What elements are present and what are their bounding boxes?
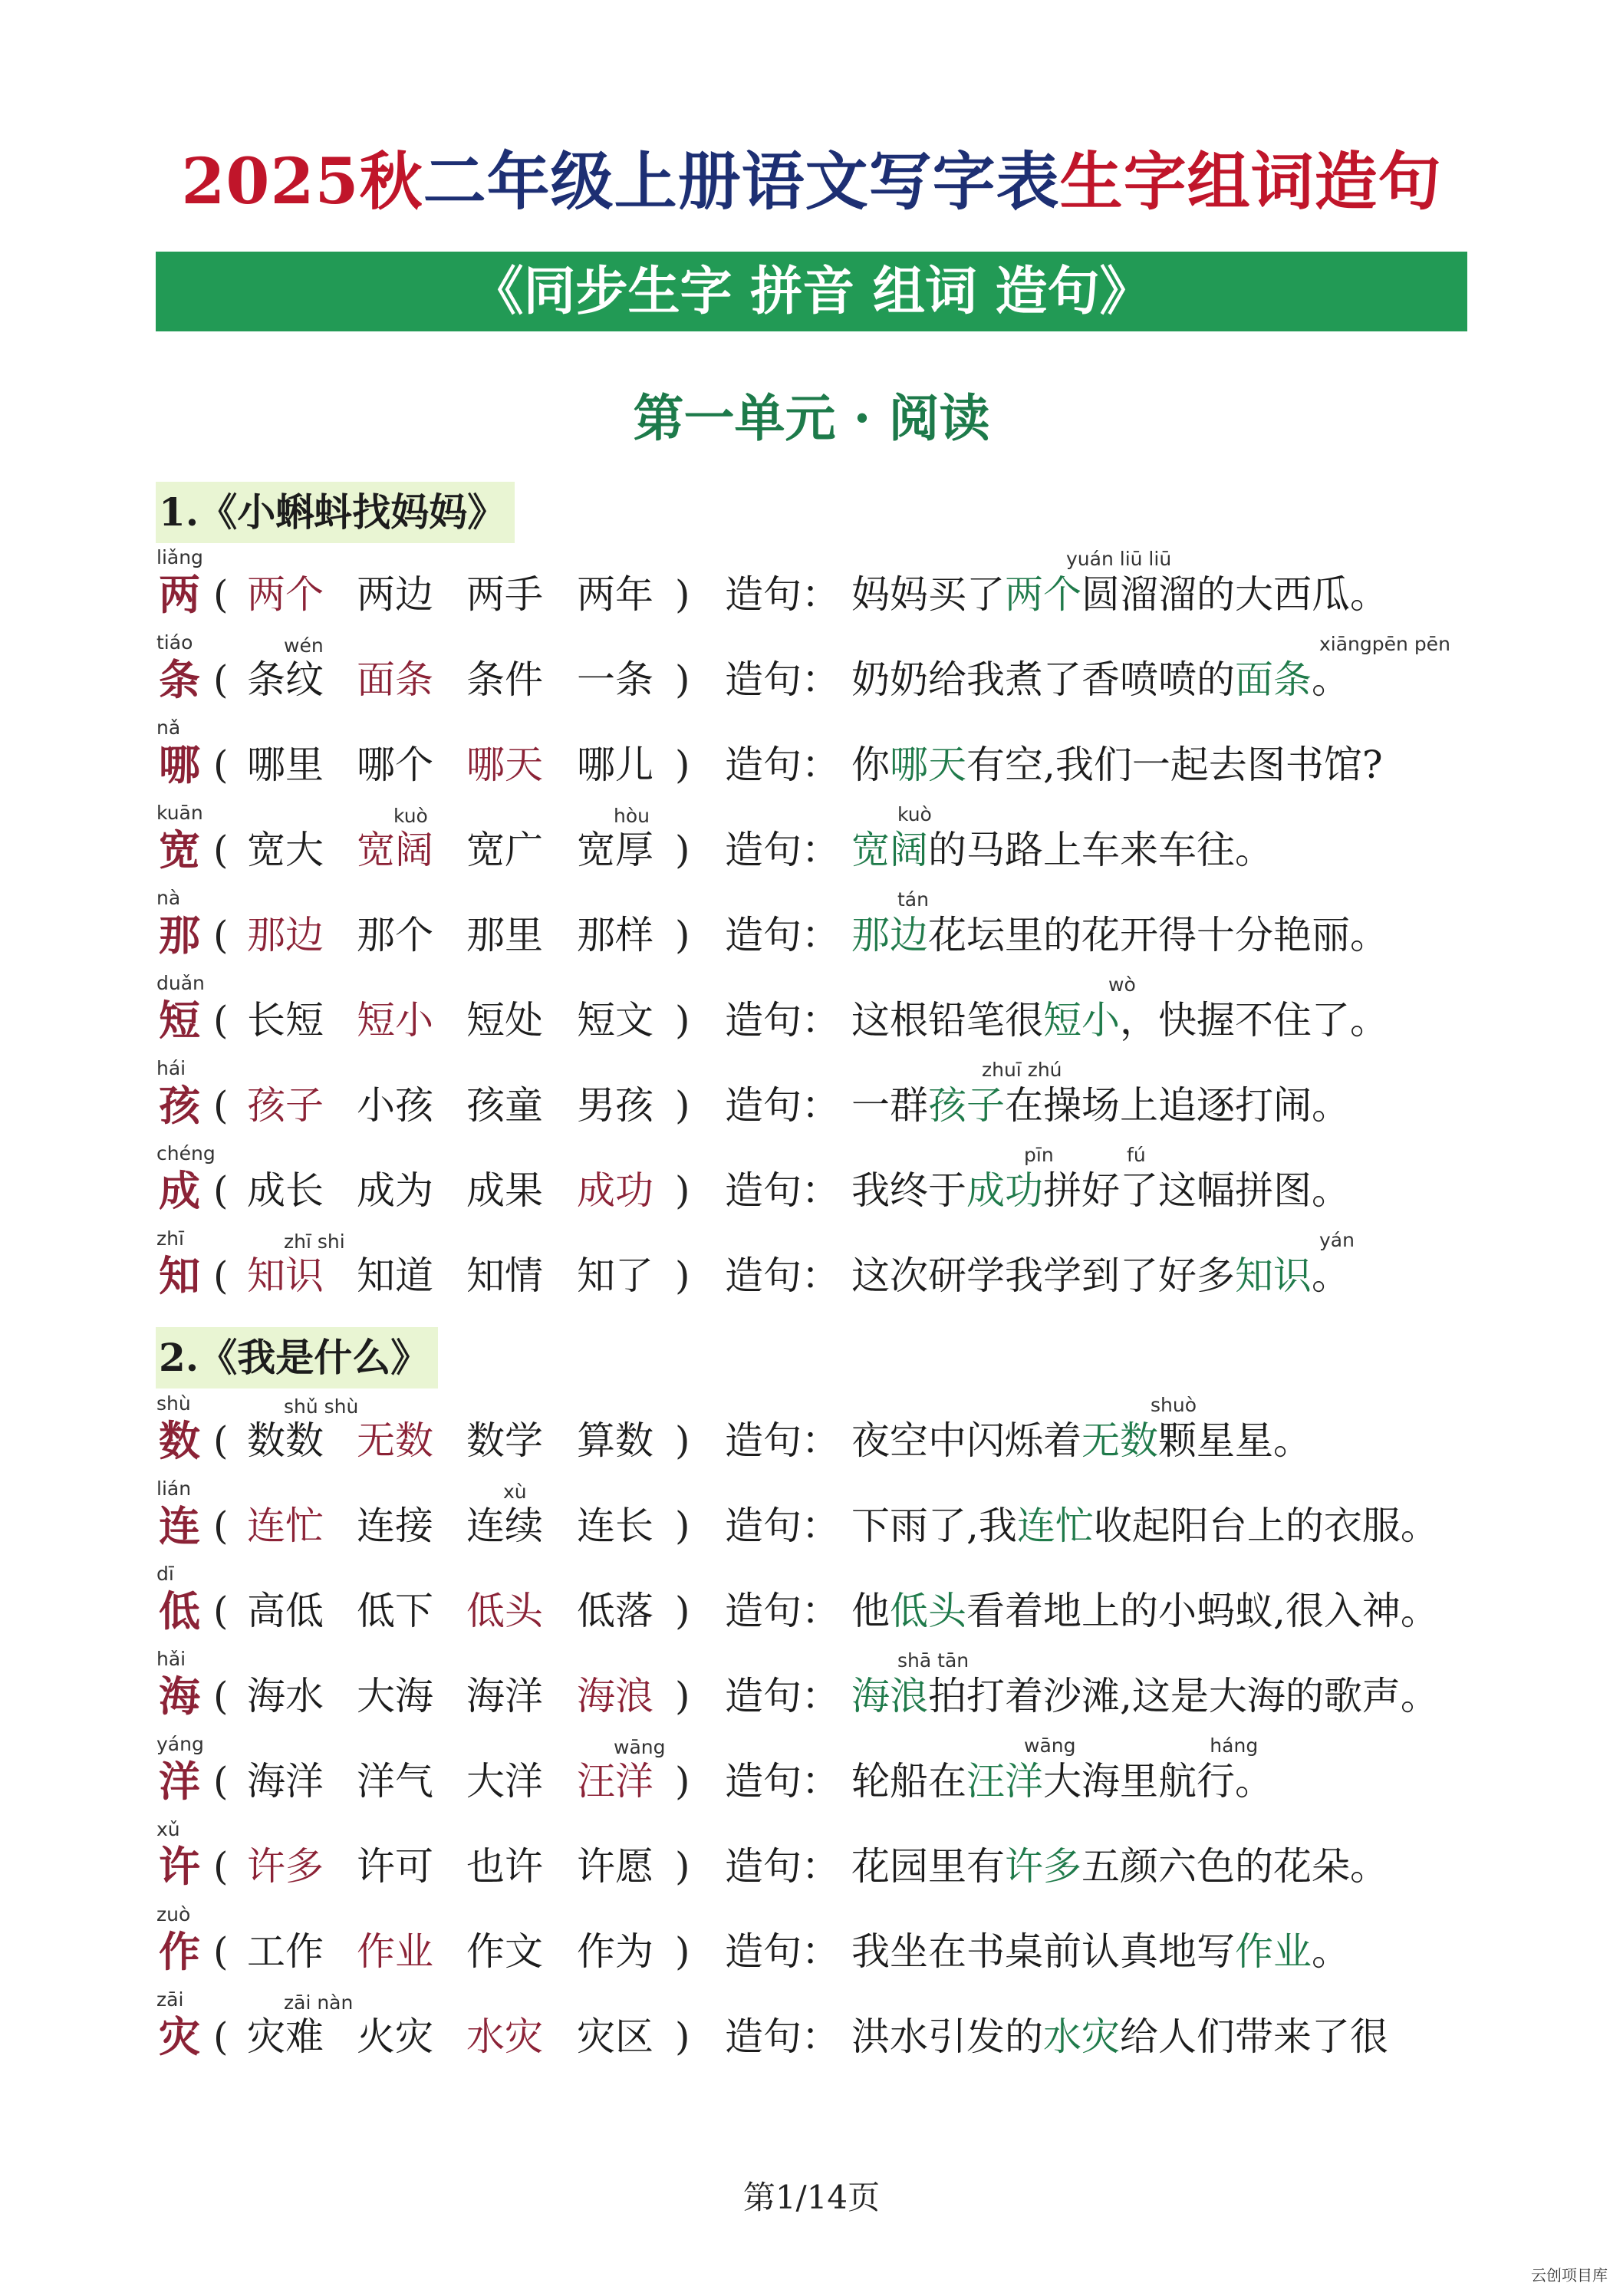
sentence-text-after: 花坛里的花开得十分艳丽。 — [928, 913, 1388, 957]
sentence-highlight: 知识 — [1235, 1253, 1312, 1298]
sentence — [851, 1840, 1388, 1893]
open-paren: ( — [213, 1504, 229, 1548]
lesson-title: 2.《我是什么》 — [156, 1327, 438, 1388]
subtitle-banner: 《同步生字 拼音 组词 造句》 — [156, 252, 1467, 331]
vocab-row — [0, 1057, 1623, 1141]
sentence — [851, 738, 1383, 792]
vocab-row — [0, 1477, 1623, 1562]
char-pinyin: tiáo — [156, 631, 193, 654]
vocab-row — [0, 1392, 1623, 1477]
vocab-word: 短小 — [357, 998, 433, 1043]
vocab-word: 也许 — [466, 1844, 543, 1889]
open-paren: ( — [213, 1589, 229, 1633]
sentence-pinyin: pīn fú — [1024, 1144, 1146, 1166]
sentence-text-before: 这次研学我学到了好多 — [851, 1253, 1235, 1298]
sentence-label: 造句： — [725, 1929, 840, 1974]
vocab-row — [0, 1142, 1623, 1227]
char-pinyin: chéng — [156, 1142, 216, 1164]
sentence-text-before: 这根铅笔很 — [851, 998, 1043, 1043]
vocab-row — [0, 1648, 1623, 1732]
sentence-highlight: 低头 — [890, 1589, 966, 1633]
vocab-char: 条 — [159, 655, 200, 704]
title-topic: 生字组词造句 — [1059, 145, 1442, 219]
vocab-row — [0, 631, 1623, 716]
vocab-row — [0, 802, 1623, 886]
vocab-word: 长短 — [247, 998, 324, 1043]
vocab-word: 短文 — [577, 998, 653, 1043]
vocab-word: 成长 — [247, 1168, 324, 1213]
vocab-word: 海水 — [247, 1674, 324, 1718]
vocab-row — [0, 972, 1623, 1056]
sentence-pinyin: wāng háng — [1024, 1734, 1259, 1757]
open-paren: ( — [213, 657, 229, 702]
open-paren: ( — [213, 743, 229, 787]
sentence-highlight: 成功 — [966, 1168, 1043, 1213]
sentence-text-after: 给人们带来了很 — [1120, 2014, 1388, 2059]
vocab-word: 孩子 — [247, 1083, 324, 1128]
vocab-char: 短 — [159, 996, 200, 1045]
char-pinyin: hǎi — [156, 1648, 186, 1670]
sentence-highlight: 短小 — [1043, 998, 1120, 1043]
close-paren: ) — [675, 572, 690, 617]
close-paren: ) — [675, 1418, 690, 1463]
vocab-word: 哪儿 — [577, 743, 653, 787]
sentence-text-after: 。 — [1312, 1929, 1350, 1974]
vocab-row — [0, 1988, 1623, 2073]
vocab-word: 水灾 — [466, 2014, 543, 2059]
open-paren: ( — [213, 572, 229, 617]
sentence-text-after: 拍打着沙滩,这是大海的歌声。 — [928, 1674, 1439, 1718]
sentence — [851, 1499, 1439, 1553]
vocab-row — [0, 1818, 1623, 1902]
sentence-highlight: 孩子 — [928, 1083, 1005, 1128]
vocab-word: 连接 — [357, 1504, 433, 1548]
open-paren: ( — [213, 913, 229, 957]
vocab-word: 作文 — [466, 1929, 543, 1974]
vocab-word: 灾难 — [247, 2014, 324, 2059]
vocab-word: 连续 — [466, 1504, 543, 1548]
vocab-word: 宽广 — [466, 828, 543, 872]
vocab-word: 高低 — [247, 1589, 324, 1633]
vocab-char: 连 — [159, 1501, 200, 1550]
open-paren: ( — [213, 1929, 229, 1974]
vocab-char: 宽 — [159, 825, 200, 875]
vocab-row — [0, 887, 1623, 971]
vocab-word: 知了 — [577, 1253, 653, 1298]
open-paren: ( — [213, 828, 229, 872]
vocab-word: 洋气 — [357, 1759, 433, 1804]
sentence-label: 造句： — [725, 1674, 840, 1718]
vocab-char: 许 — [159, 1842, 200, 1891]
sentence-highlight: 无数 — [1081, 1418, 1158, 1463]
vocab-word: 知识 — [247, 1253, 324, 1298]
close-paren: ) — [675, 743, 690, 787]
vocab-word: 成为 — [357, 1168, 433, 1213]
char-pinyin: nǎ — [156, 716, 181, 739]
sentence-pinyin: wò — [1108, 973, 1136, 996]
vocab-char: 两 — [159, 570, 200, 619]
sentence-text-before: 我坐在书桌前认真地写 — [851, 1929, 1235, 1974]
sentence-highlight: 水灾 — [1043, 2014, 1120, 2059]
sentence-label: 造句： — [725, 1253, 840, 1298]
word-pinyin: zhī shi — [284, 1230, 345, 1253]
vocab-char: 洋 — [159, 1757, 200, 1806]
unit-title: 第一单元 · 阅读 — [633, 388, 990, 448]
char-pinyin: shù — [156, 1392, 191, 1415]
vocab-word: 那里 — [466, 913, 543, 957]
vocab-word: 许多 — [247, 1844, 324, 1889]
sentence-text-after: 拼好了这幅拼图。 — [1043, 1168, 1350, 1213]
open-paren: ( — [213, 1083, 229, 1128]
page-title — [153, 140, 1470, 224]
vocab-word: 作业 — [357, 1929, 433, 1974]
sentence-text-before: 他 — [851, 1589, 890, 1633]
sentence-pinyin: yán — [1319, 1229, 1355, 1251]
word-pinyin: xù — [503, 1481, 527, 1503]
vocab-word: 条纹 — [247, 657, 324, 702]
vocab-char: 成 — [159, 1166, 200, 1215]
sentence-text-before: 我终于 — [851, 1168, 966, 1213]
char-pinyin: lián — [156, 1477, 192, 1500]
sentence-text-after: 。 — [1312, 1253, 1350, 1298]
close-paren: ) — [675, 657, 690, 702]
sentence-text-before: 妈妈买了 — [851, 572, 1005, 617]
vocab-word: 小孩 — [357, 1083, 433, 1128]
word-pinyin: zāi nàn — [284, 1991, 354, 2014]
char-pinyin: yáng — [156, 1733, 204, 1755]
sentence-highlight: 海浪 — [851, 1674, 928, 1718]
close-paren: ) — [675, 2014, 690, 2059]
sentence-label: 造句： — [725, 1844, 840, 1889]
vocab-word: 数数 — [247, 1418, 324, 1463]
vocab-word: 那样 — [577, 913, 653, 957]
sentence-pinyin: kuò — [897, 803, 932, 825]
close-paren: ) — [675, 913, 690, 957]
sentence-label: 造句： — [725, 743, 840, 787]
vocab-char: 灾 — [159, 2012, 200, 2061]
vocab-word: 海洋 — [247, 1759, 324, 1804]
vocab-word: 连忙 — [247, 1504, 324, 1548]
sentence — [851, 993, 1388, 1047]
vocab-word: 知情 — [466, 1253, 543, 1298]
sentence-pinyin: zhuī zhú — [982, 1059, 1062, 1081]
char-pinyin: zāi — [156, 1988, 184, 2011]
sentence-text-before: 奶奶给我煮了香喷喷的 — [851, 657, 1235, 702]
close-paren: ) — [675, 1589, 690, 1633]
lesson-title: 1.《小蝌蚪找妈妈》 — [156, 482, 515, 543]
sentence-label: 造句： — [725, 1589, 840, 1633]
sentence — [851, 2010, 1388, 2064]
sentence — [851, 908, 1388, 962]
vocab-word: 低落 — [577, 1589, 653, 1633]
sentence — [851, 1414, 1312, 1468]
sentence-label: 造句： — [725, 657, 840, 702]
sentence-text-before: 夜空中闪烁着 — [851, 1418, 1081, 1463]
sentence-text-after: 大海里航行。 — [1043, 1759, 1273, 1804]
char-pinyin: zuò — [156, 1903, 191, 1925]
sentence — [851, 568, 1388, 621]
sentence-label: 造句： — [725, 1083, 840, 1128]
word-pinyin: wén — [284, 634, 324, 657]
sentence — [851, 1164, 1350, 1217]
title-year: 2025秋 — [181, 145, 423, 219]
vocab-word: 海洋 — [466, 1674, 543, 1718]
close-paren: ) — [675, 1083, 690, 1128]
sentence — [851, 1925, 1350, 1978]
sentence-highlight: 许多 — [1005, 1844, 1081, 1889]
vocab-row — [0, 1733, 1623, 1817]
vocab-word: 海浪 — [577, 1674, 653, 1718]
sentence-label: 造句： — [725, 998, 840, 1043]
vocab-word: 算数 — [577, 1418, 653, 1463]
sentence-text-before: 一群 — [851, 1083, 928, 1128]
vocab-word: 工作 — [247, 1929, 324, 1974]
sentence-highlight: 面条 — [1235, 657, 1312, 702]
sentence-text-before: 花园里有 — [851, 1844, 1005, 1889]
sentence-pinyin: shuò — [1151, 1394, 1197, 1416]
sentence — [851, 823, 1273, 877]
sentence-pinyin: shā tān — [897, 1649, 970, 1672]
vocab-char: 那 — [159, 911, 200, 960]
sentence-text-after: ，快握不住了。 — [1120, 998, 1388, 1043]
vocab-word: 低头 — [466, 1589, 543, 1633]
vocab-char: 哪 — [159, 740, 200, 789]
vocab-word: 低下 — [357, 1589, 433, 1633]
sentence-text-after: 看着地上的小蚂蚁,很入神。 — [966, 1589, 1439, 1633]
open-paren: ( — [213, 1168, 229, 1213]
vocab-word: 无数 — [357, 1418, 433, 1463]
sentence-label: 造句： — [725, 828, 840, 872]
sentence-text-after: 的马路上车来车往。 — [928, 828, 1273, 872]
sentence-pinyin: tán — [897, 888, 929, 911]
vocab-word: 汪洋 — [577, 1759, 653, 1804]
sentence-text-after: 收起阳台上的衣服。 — [1093, 1504, 1439, 1548]
vocab-word: 大海 — [357, 1674, 433, 1718]
vocab-char: 作 — [159, 1927, 200, 1976]
close-paren: ) — [675, 1844, 690, 1889]
watermark: 云创项目库 — [1531, 2266, 1608, 2284]
vocab-word: 成功 — [577, 1168, 653, 1213]
open-paren: ( — [213, 1418, 229, 1463]
sentence-label: 造句： — [725, 572, 840, 617]
char-pinyin: kuān — [156, 802, 203, 824]
close-paren: ) — [675, 998, 690, 1043]
open-paren: ( — [213, 1253, 229, 1298]
vocab-word: 那边 — [247, 913, 324, 957]
vocab-row — [0, 1563, 1623, 1647]
sentence-text-before: 轮船在 — [851, 1759, 966, 1804]
sentence-pinyin: yuán liū liū — [1066, 548, 1172, 570]
vocab-word: 两手 — [466, 572, 543, 617]
vocab-word: 一条 — [577, 657, 653, 702]
vocab-word: 作为 — [577, 1929, 653, 1974]
sentence-text-before: 你 — [851, 743, 890, 787]
vocab-word: 条件 — [466, 657, 543, 702]
vocab-word: 宽阔 — [357, 828, 433, 872]
title-grade: 二年级上册语文写字表 — [423, 145, 1060, 219]
open-paren: ( — [213, 1674, 229, 1718]
vocab-word: 许可 — [357, 1844, 433, 1889]
sentence-text-after: 颗星星。 — [1158, 1418, 1312, 1463]
sentence-text-after: 有空,我们一起去图书馆? — [966, 743, 1383, 787]
word-pinyin: hòu — [614, 805, 650, 827]
vocab-char: 海 — [159, 1672, 200, 1721]
sentence-text-before: 洪水引发的 — [851, 2014, 1043, 2059]
sentence-highlight: 连忙 — [1016, 1504, 1094, 1548]
vocab-word: 火灾 — [357, 2014, 433, 2059]
open-paren: ( — [213, 2014, 229, 2059]
word-pinyin: wāng — [614, 1736, 666, 1758]
word-pinyin: kuò — [393, 805, 428, 827]
vocab-word: 连长 — [577, 1504, 653, 1548]
close-paren: ) — [675, 1759, 690, 1804]
sentence — [851, 1079, 1350, 1132]
vocab-row — [0, 1227, 1623, 1312]
sentence-pinyin: xiāngpēn pēn — [1319, 633, 1450, 655]
word-pinyin: shǔ shù — [284, 1395, 359, 1418]
vocab-word: 哪里 — [247, 743, 324, 787]
sentence-text-before: 下雨了,我 — [851, 1504, 1017, 1548]
vocab-word: 哪个 — [357, 743, 433, 787]
char-pinyin: duǎn — [156, 972, 205, 994]
sentence-highlight: 作业 — [1235, 1929, 1312, 1974]
vocab-row — [0, 546, 1623, 631]
close-paren: ) — [675, 1168, 690, 1213]
vocab-char: 低 — [159, 1586, 200, 1636]
vocab-word: 两年 — [577, 572, 653, 617]
sentence-label: 造句： — [725, 1168, 840, 1213]
sentence — [851, 1249, 1350, 1303]
vocab-word: 数学 — [466, 1418, 543, 1463]
char-pinyin: xǔ — [156, 1818, 180, 1840]
open-paren: ( — [213, 1759, 229, 1804]
sentence-highlight: 哪天 — [890, 743, 966, 787]
sentence-label: 造句： — [725, 913, 840, 957]
close-paren: ) — [675, 1253, 690, 1298]
sentence-highlight: 两个 — [1005, 572, 1081, 617]
vocab-word: 宽大 — [247, 828, 324, 872]
sentence-text-after: 在操场上追逐打闹。 — [1005, 1083, 1350, 1128]
char-pinyin: liǎng — [156, 546, 203, 568]
vocab-word: 面条 — [357, 657, 433, 702]
vocab-row — [0, 716, 1623, 801]
sentence-highlight: 那边 — [851, 913, 928, 957]
vocab-word: 许愿 — [577, 1844, 653, 1889]
open-paren: ( — [213, 1844, 229, 1889]
sentence-label: 造句： — [725, 1759, 840, 1804]
vocab-word: 孩童 — [466, 1083, 543, 1128]
vocab-char: 知 — [159, 1251, 200, 1300]
sentence-label: 造句： — [725, 1418, 840, 1463]
vocab-word: 宽厚 — [577, 828, 653, 872]
vocab-word: 两个 — [247, 572, 324, 617]
sentence-label: 造句： — [725, 2014, 840, 2059]
vocab-word: 两边 — [357, 572, 433, 617]
vocab-row — [0, 1903, 1623, 1988]
char-pinyin: hái — [156, 1057, 186, 1079]
sentence — [851, 653, 1350, 707]
char-pinyin: nà — [156, 887, 181, 909]
vocab-word: 男孩 — [577, 1083, 653, 1128]
char-pinyin: dī — [156, 1563, 174, 1585]
close-paren: ) — [675, 1929, 690, 1974]
vocab-char: 数 — [159, 1416, 200, 1465]
vocab-word: 短处 — [466, 998, 543, 1043]
close-paren: ) — [675, 1674, 690, 1718]
sentence — [851, 1584, 1439, 1638]
vocab-word: 哪天 — [466, 743, 543, 787]
vocab-word: 那个 — [357, 913, 433, 957]
sentence-text-after: 五颜六色的花朵。 — [1081, 1844, 1388, 1889]
vocab-char: 孩 — [159, 1081, 200, 1130]
sentence — [851, 1754, 1273, 1808]
sentence-highlight: 宽阔 — [851, 828, 928, 872]
sentence-text-after: 圆溜溜的大西瓜。 — [1081, 572, 1388, 617]
page-number: 第1/14页 — [742, 2179, 881, 2216]
open-paren: ( — [213, 998, 229, 1043]
close-paren: ) — [675, 1504, 690, 1548]
vocab-word: 大洋 — [466, 1759, 543, 1804]
sentence-highlight: 汪洋 — [966, 1759, 1043, 1804]
sentence-label: 造句： — [725, 1504, 840, 1548]
vocab-word: 成果 — [466, 1168, 543, 1213]
vocab-word: 知道 — [357, 1253, 433, 1298]
sentence — [851, 1669, 1439, 1723]
close-paren: ) — [675, 828, 690, 872]
vocab-word: 灾区 — [577, 2014, 653, 2059]
sentence-text-after: 。 — [1312, 657, 1350, 702]
char-pinyin: zhī — [156, 1227, 184, 1250]
